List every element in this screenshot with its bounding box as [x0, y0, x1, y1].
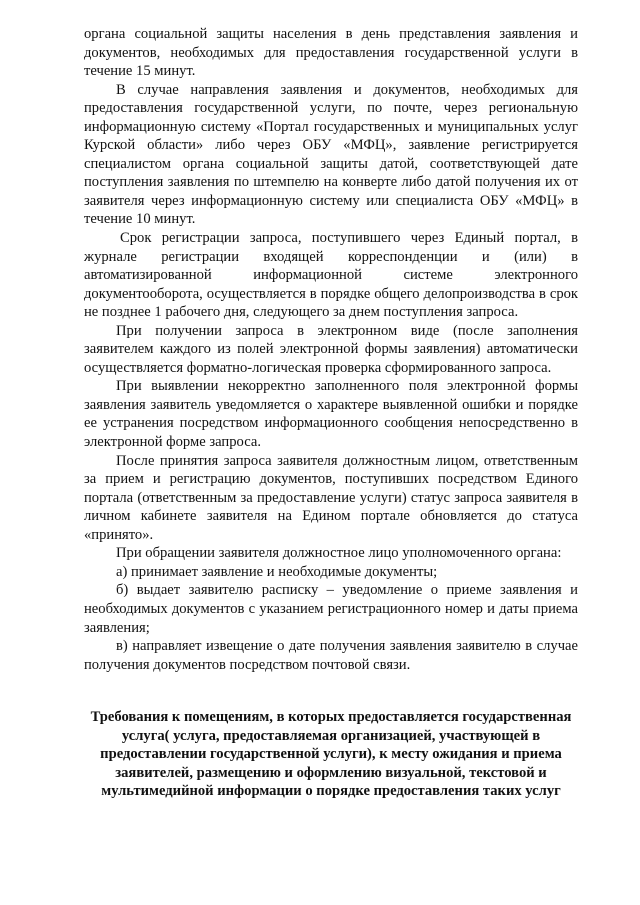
paragraph-official-duties: При обращении заявителя должностное лицо уполномоченного органа:	[116, 545, 562, 562]
list-item-b: б) выдает заявителю расписку – уведомление о приеме заявления и необходимых документов с указанием регистрационного номер и даты приема заявления;	[84, 582, 578, 636]
paragraph-electronic-check: При получении запроса в электронном виде (после заполнения заявителем каждого из полей электронной формы заявления) автоматически осуществляется форматно-логическая проверка сформированного запроса.	[84, 322, 578, 376]
paragraph-mail-submission: В случае направления заявления и документов, необходимых для предоставления государственной услуги, по почте, через региональную информационную систему «Портал государственных и муниципальных услуг Курской области» либо через ОБУ «МФЦ», заявление регистрируется специалистом органа социальной защиты датой, соответствующей дате поступления заявления по штемпелю на конверте либо датой получения их от заявителя через информационную систему или специалиста ОБУ «МФЦ» в течение 10 минут.	[84, 81, 578, 228]
section-heading: Требования к помещениям, в которых предоставляется государственная услуга( услуга, предоставляемая организацией, участвующей в предоставлении государственной услуги), к месту ожидания и приема заявителей, размещению и оформлению визуальной, текстовой и мультимедийной информации о порядке предоставления таких услуг	[90, 709, 572, 800]
paragraph-error-notification: При выявлении некорректно заполненного поля электронной формы заявления заявитель уведомляется о характере выявленной ошибки и порядке ее устранения посредством информационного сообщения непосредственно в электронной форме запроса.	[84, 378, 578, 451]
document-body	[84, 25, 578, 674]
paragraph-status-update: После принятия запроса заявителя должностным лицом, ответственным за прием и регистрацию документов, поступивших посредством Единого портала (ответственным за предоставление услуги) статус запроса заявителя в личном кабинете заявителя на Едином портале обновляется до статуса «принято».	[84, 452, 578, 543]
paragraph-registration-time: органа социальной защиты населения в день представления заявления и документов, необходимых для предоставления государственной услуги в течение 15 минут.	[84, 26, 578, 80]
list-item-c: в) направляет извещение о дате получения заявления заявителю в случае получения документов посредством почтовой связи.	[84, 638, 578, 673]
paragraph-portal-registration: Срок регистрации запроса, поступившего через Единый портал, в журнале регистрации входящей корреспонденции и (или) в автоматизированной информационной системе электронного документооборота, осуществляется в порядке общего делопроизводства в срок не позднее 1 рабочего дня, следующего за днем поступления запроса.	[84, 230, 578, 321]
list-item-a: а) принимает заявление и необходимые документы;	[116, 563, 438, 580]
